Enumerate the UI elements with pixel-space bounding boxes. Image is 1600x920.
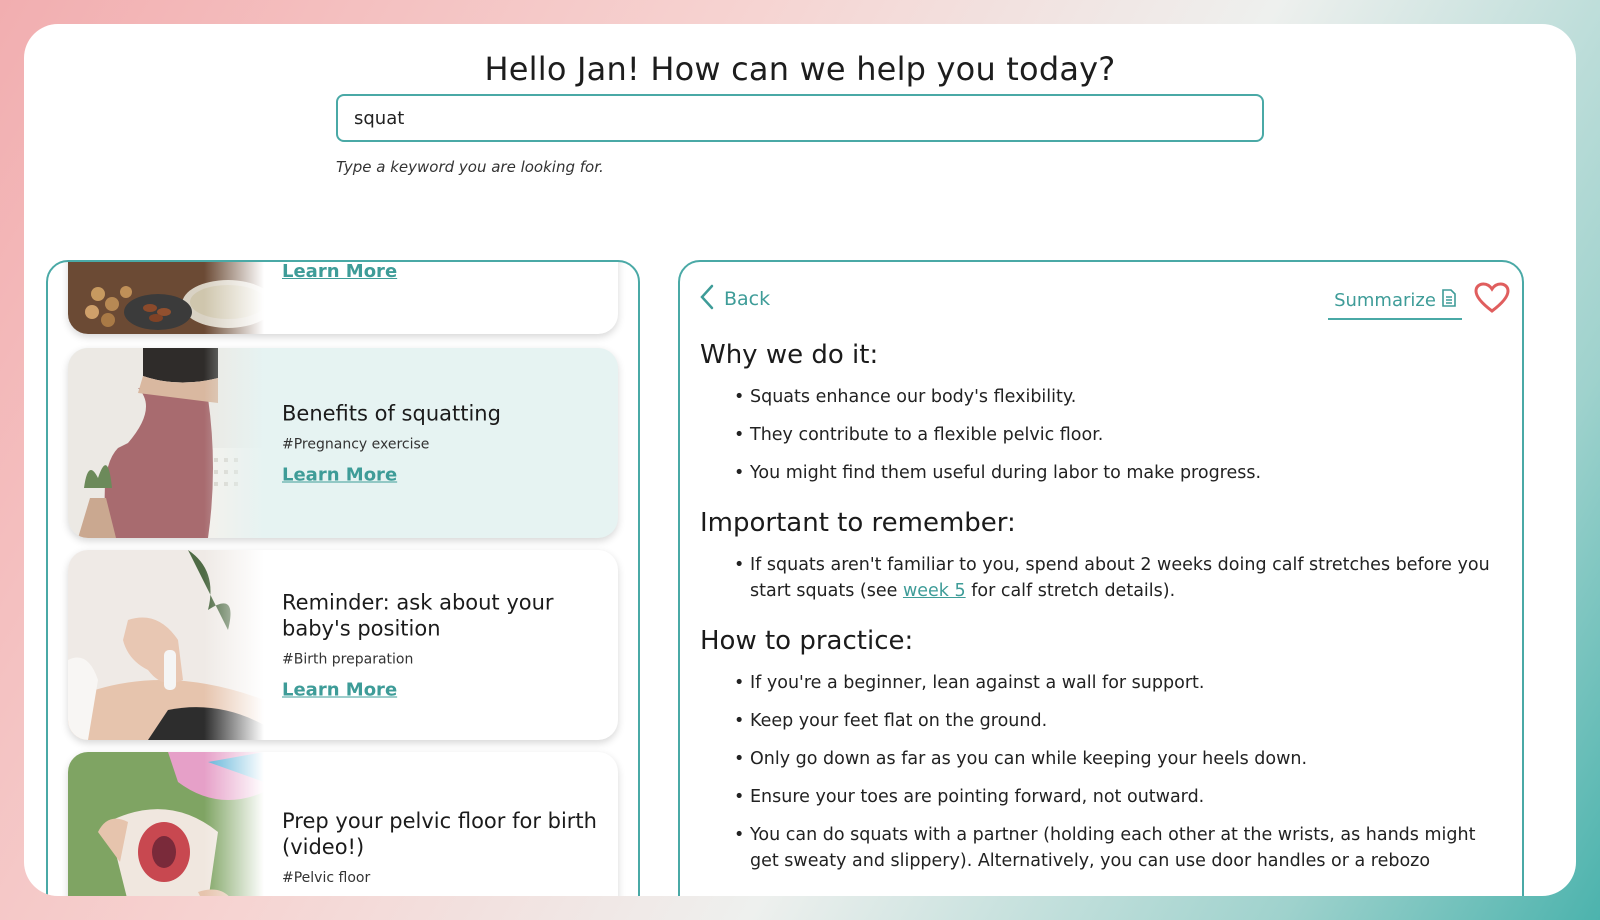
result-card[interactable] bbox=[68, 260, 618, 334]
section-heading: How to practice: bbox=[700, 626, 914, 656]
result-card-pelvic-floor[interactable] bbox=[68, 752, 618, 896]
learn-more-link[interactable]: Learn More bbox=[282, 679, 398, 701]
heart-icon[interactable] bbox=[1474, 282, 1510, 318]
detail-panel bbox=[678, 260, 1524, 896]
squat-thumbnail bbox=[68, 348, 264, 538]
learn-more-link[interactable]: Learn More bbox=[282, 261, 398, 282]
week-5-link[interactable]: week 5 bbox=[902, 581, 966, 601]
learn-more-link[interactable]: Learn More bbox=[282, 464, 398, 486]
bullet-list bbox=[700, 384, 1492, 486]
back-label: Back bbox=[724, 288, 771, 310]
list-item-text: If squats aren't familiar to you, spend about 2 weeks doing calf stretches before you start squats (see bbox=[750, 555, 1490, 601]
document-icon bbox=[1442, 289, 1456, 311]
search-input[interactable] bbox=[336, 94, 1264, 142]
search-hint: Type a keyword you are looking for. bbox=[336, 158, 604, 176]
card-tag: #Pregnancy exercise bbox=[282, 436, 430, 453]
list-item: • Keep your feet flat on the ground. bbox=[750, 708, 1492, 734]
list-item: • Squats enhance our body's flexibility. bbox=[750, 384, 1492, 410]
card-tag: #Birth preparation bbox=[282, 651, 414, 668]
list-item: • They contribute to a flexible pelvic floor. bbox=[750, 422, 1492, 448]
list-item: • You can do squats with a partner (holding each other at the wrists, as hands might get sweaty and slippery). Alternatively, you can use door handles or a rebozo bbox=[750, 822, 1492, 874]
list-item: • If you're a beginner, lean against a wall for support. bbox=[750, 670, 1492, 696]
result-card-benefits-of-squatting[interactable] bbox=[68, 348, 618, 538]
page-title: Hello Jan! How can we help you today? bbox=[484, 50, 1116, 88]
back-button[interactable] bbox=[700, 284, 770, 314]
summarize-button[interactable] bbox=[1328, 282, 1462, 320]
bullet-list bbox=[700, 670, 1492, 874]
chevron-left-icon bbox=[700, 284, 714, 314]
ultrasound-thumbnail bbox=[68, 550, 264, 740]
bullet-list bbox=[700, 552, 1492, 604]
article-content bbox=[700, 340, 1492, 896]
results-panel[interactable] bbox=[46, 260, 640, 896]
nuts-thumbnail bbox=[68, 260, 264, 334]
list-item-text: for calf stretch details). bbox=[965, 581, 1176, 601]
result-card-baby-position[interactable] bbox=[68, 550, 618, 740]
card-tag: #Pelvic floor bbox=[282, 870, 371, 886]
card-title: Benefits of squatting bbox=[282, 401, 501, 426]
summarize-label: Summarize bbox=[1334, 289, 1436, 311]
list-item: • You might find them useful during labor to make progress. bbox=[750, 460, 1492, 486]
list-item: • Only go down as far as you can while keeping your heels down. bbox=[750, 746, 1492, 772]
card-title: Reminder: ask about your baby's position bbox=[282, 590, 554, 641]
app-window bbox=[24, 24, 1576, 896]
list-item: • Ensure your toes are pointing forward, not outward. bbox=[750, 784, 1492, 810]
pelvis-model-thumbnail bbox=[68, 752, 264, 896]
section-heading: Important to remember: bbox=[700, 508, 1016, 538]
card-title: Prep your pelvic floor for birth (video!) bbox=[282, 809, 597, 859]
list-item bbox=[750, 552, 1492, 604]
section-heading: Why we do it: bbox=[700, 340, 879, 370]
